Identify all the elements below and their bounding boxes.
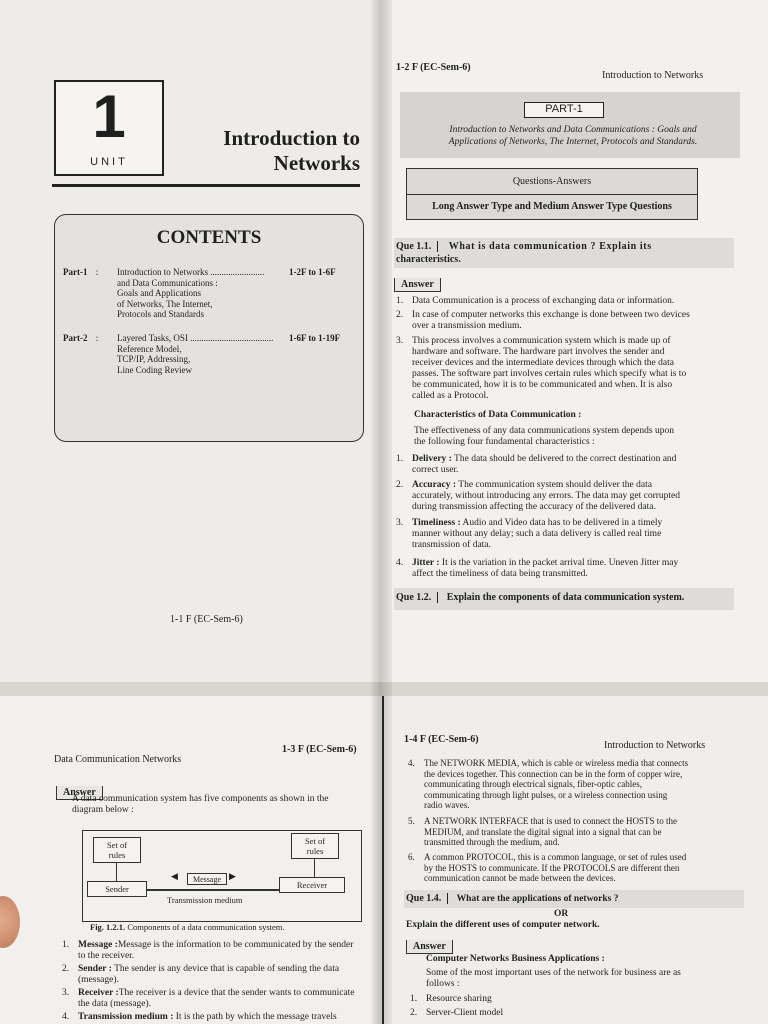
data-communication-diagram <box>82 830 362 922</box>
part-2-label: Part-2 : <box>63 333 99 343</box>
question-4: Que 1.4. What are the applications of networks ? <box>406 893 619 904</box>
component-network-media: 4. The NETWORK MEDIA, which is cable or wireless media that connects the devices together. This connection can be in the form of copper wire, communicating through electrical signals, fiber-optic cables, communicating through light pulses, or a wireless connection using radio waves. <box>408 758 689 810</box>
business-applications-heading: Computer Networks Business Applications : <box>426 954 605 964</box>
receiver-box: Receiver <box>279 877 345 893</box>
sender-rules-connector <box>116 863 117 881</box>
question-2-tag: Que 1.2. <box>396 592 438 603</box>
title-rule <box>52 184 360 187</box>
components-intro: A data communication system has five components as shown in the diagram below : <box>72 794 329 815</box>
answer-item-2: 2. In case of computer networks this exchange is done between two devices over a transmission medium. <box>396 310 690 331</box>
unit-badge <box>54 80 164 176</box>
figure-caption: Fig. 1.2.1. Components of a data communication system. <box>90 922 285 932</box>
page-4-header-right: Introduction to Networks <box>604 740 706 751</box>
answer-label: Answer <box>394 274 441 292</box>
component-transmission-medium: 4. Transmission medium : It is the path by which the message travels <box>62 1012 337 1022</box>
qa-subtitle: Long Answer Type and Medium Answer Type Questions <box>432 201 672 212</box>
question-4-or: OR <box>554 909 569 919</box>
question-4-alternate: Explain the different uses of computer network. <box>406 920 600 930</box>
part-1-topics: Introduction to Networks ........................ and Data Communications : Goals and Applications of Networks, The Internet, Protocols and Standards <box>117 267 265 319</box>
chapter-title <box>180 126 360 176</box>
part-label: PART-1 <box>524 102 604 118</box>
unit-label: UNIT <box>90 156 128 168</box>
receiver-rules-box: Set of rules <box>291 833 339 859</box>
part-1-label: Part-1 : <box>63 267 99 277</box>
component-sender: 2. Sender : The sender is any device that is capable of sending the data (message). <box>62 964 340 985</box>
component-receiver: 3. Receiver :The receiver is a device that the sender wants to communicate the data (message). <box>62 988 355 1009</box>
message-box: Message <box>187 873 227 885</box>
use-server-client-model: 2. Server-Client model <box>410 1008 504 1018</box>
question-4-tag: Que 1.4. <box>406 893 448 904</box>
component-message: 1. Message :Message is the information to be communicated by the sender to the receiver. <box>62 940 354 961</box>
characteristic-accuracy: 2. Accuracy : The communication system should deliver the data accurately, without introducing any errors. The data may get corrupted during transmission affecting the accuracy of the delivered data. <box>396 480 681 512</box>
chapter-title-line-1: Introduction to <box>223 126 360 150</box>
page-2-header-left: 1-2 F (EC-Sem-6) <box>396 62 471 73</box>
question-1-tag: Que 1.1. <box>396 241 438 252</box>
question-2: Que 1.2. Explain the components of data communication system. <box>396 592 685 603</box>
contents-box <box>54 214 364 442</box>
page-2 <box>376 0 768 688</box>
characteristic-delivery: 1. Delivery : The data should be delivered to the correct destination and correct user. <box>396 454 677 475</box>
part-2-topics: Layered Tasks, OSI ..................................... Reference Model, TCP/IP, Addressing, Line Coding Review <box>117 333 274 375</box>
page-spread-gap <box>0 682 768 696</box>
medium-label: Transmission medium <box>167 895 243 905</box>
unit-number: 1 <box>92 83 126 150</box>
page-4-header-left: 1-4 F (EC-Sem-6) <box>404 734 479 745</box>
answer-label: Answer <box>406 936 453 954</box>
page-4 <box>384 690 768 1024</box>
page-1-footer: 1-1 F (EC-Sem-6) <box>170 614 243 625</box>
page-1 <box>0 0 380 688</box>
answer-label: Answer <box>56 782 103 800</box>
characteristic-timeliness: 3. Timeliness : Audio and Video data has to be delivered in a timely manner without any delay; such a data delivery is called real time transmission of data. <box>396 518 663 550</box>
component-protocol: 6. A common PROTOCOL, this is a common language, or set of rules used by the HOSTS to communicate. If the PROTOCOLS are different then communication cannot be made between the devices. <box>408 852 687 883</box>
use-resource-sharing: 1. Resource sharing <box>410 994 492 1004</box>
question-1: Que 1.1. What is data communication ? Explain its characteristics. <box>396 241 652 265</box>
answer-item-3: 3. This process involves a communication system which is made up of hardware and software. The hardware part involves the sender and receiver devices and the intermediate devices through which the data passes. The software part involves certain rules which specify what is to be communicated, how it is to be communicated and when. It is also called as a Protocol. <box>396 336 687 401</box>
contents-title: CONTENTS <box>156 227 262 248</box>
page-3-header-left: Data Communication Networks <box>54 754 182 765</box>
qa-title: Questions-Answers <box>407 169 697 195</box>
arrow-left-icon: ◀ <box>171 871 178 881</box>
part-description: Introduction to Networks and Data Communications : Goals and Applications of Networks, The Internet, Protocols and Standards. <box>448 125 698 147</box>
business-applications-intro: Some of the most important uses of the network for business are as follows : <box>426 968 681 989</box>
receiver-rules-connector <box>314 859 315 877</box>
transmission-line <box>147 889 279 891</box>
part-1-pages: 1-2F to 1-6F <box>289 267 336 277</box>
sender-rules-box: Set of rules <box>93 837 141 863</box>
sender-box: Sender <box>87 881 147 897</box>
answer-item-1: 1. Data Communication is a process of exchanging data or information. <box>396 296 675 306</box>
characteristics-heading: Characteristics of Data Communication : <box>414 410 582 420</box>
part-2-pages: 1-6F to 1-19F <box>289 333 341 343</box>
questions-answers-box <box>406 168 698 220</box>
characteristic-jitter: 4. Jitter : It is the variation in the packet arrival time. Uneven Jitter may affect the timeliness of data being transmitted. <box>396 558 679 579</box>
page-3 <box>0 690 382 1024</box>
page-3-header-right: 1-3 F (EC-Sem-6) <box>282 744 357 755</box>
page-2-header-right: Introduction to Networks <box>602 70 704 81</box>
chapter-title-line-2: Networks <box>273 151 360 175</box>
component-network-interface: 5. A NETWORK INTERFACE that is used to connect the HOSTS to the MEDIUM, and translate the digital signal into a signal that can be transmitted through the medium, and. <box>408 816 678 847</box>
arrow-right-icon: ▶ <box>229 871 236 881</box>
characteristics-intro: The effectiveness of any data communications system depends upon the following four fundamental characteristics : <box>414 426 674 447</box>
